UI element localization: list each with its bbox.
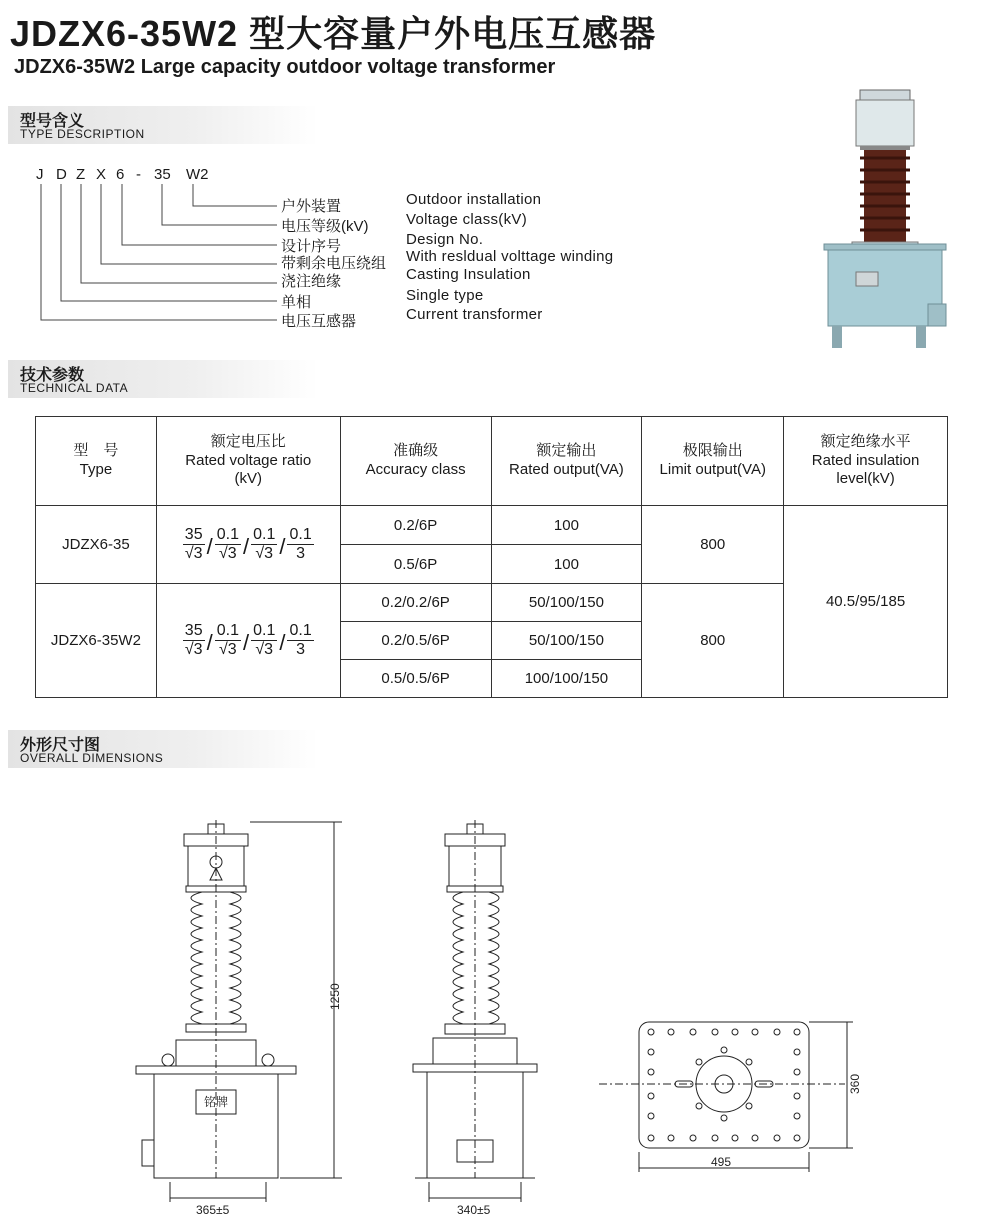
legend-cn: 设计序号 <box>281 238 342 255</box>
accuracy-cell: 0.2/0.2/6P <box>340 584 491 622</box>
ratio-fraction: 0.1 √3 <box>253 622 276 658</box>
output-cell: 100 <box>491 545 642 584</box>
page-title: JDZX6-35W2 型大容量户外电压互感器 <box>10 13 657 54</box>
ratio-fraction: 0.1 √3 <box>216 526 239 562</box>
legend-en: Outdoor installation <box>406 191 542 208</box>
limit-cell: 800 <box>642 584 784 698</box>
accuracy-cell: 0.2/6P <box>340 506 491 545</box>
ratio-fraction: 35 √3 <box>184 526 203 562</box>
legend-en: With resldual volttage winding <box>406 248 614 265</box>
table-header-row <box>36 417 948 506</box>
output-cell: 100/100/150 <box>491 660 642 698</box>
side-view-drawing <box>405 810 555 1220</box>
type-code-letter: J <box>36 166 44 183</box>
type-code-letter: - <box>136 166 141 183</box>
type-code-letter: D <box>56 166 67 183</box>
front-view-drawing <box>120 810 360 1220</box>
legend-en: Design No. <box>406 231 484 248</box>
legend-cn: 电压等级(kV) <box>281 218 369 235</box>
type-code-letter: 6 <box>116 166 125 183</box>
header-rated-output: 额定输出 Rated output(VA) <box>491 417 642 506</box>
ratio-fraction: 0.1 3 <box>289 622 312 658</box>
base-height-dimension: 360 <box>848 1073 862 1094</box>
type-code-letter: Z <box>76 166 86 183</box>
product-photo <box>820 86 950 356</box>
output-cell: 50/100/150 <box>491 584 642 622</box>
insulation-cell: 40.5/95/185 <box>784 506 948 698</box>
legend-cn: 电压互感器 <box>281 313 357 330</box>
accuracy-cell: 0.2/0.5/6P <box>340 622 491 660</box>
dimensions-heading: 外形尺寸图 OVERALL DIMENSIONS <box>8 730 318 768</box>
table-row <box>36 506 948 545</box>
base-width-dimension: 495 <box>711 1155 732 1169</box>
limit-cell: 800 <box>642 506 784 584</box>
side-width-dimension: 340±5 <box>457 1203 491 1217</box>
base-plan-drawing <box>595 1010 865 1180</box>
type-description-heading: 型号含义 TYPE DESCRIPTION <box>8 106 318 144</box>
legend-cn: 带剩余电压绕组 <box>281 255 387 272</box>
legend-en: Current transformer <box>406 306 543 323</box>
legend-cn: 单相 <box>281 294 312 311</box>
type-code-letter: 35 <box>154 166 171 183</box>
output-cell: 50/100/150 <box>491 622 642 660</box>
header-accuracy: 准确级 Accuracy class <box>340 417 491 506</box>
accuracy-cell: 0.5/6P <box>340 545 491 584</box>
header-limit-output: 极限输出 Limit output(VA) <box>642 417 784 506</box>
header-type: 型 号 Type <box>36 417 157 506</box>
output-cell: 100 <box>491 506 642 545</box>
type-cell: JDZX6-35W2 <box>36 584 157 698</box>
ratio-fraction: 0.1 √3 <box>253 526 276 562</box>
technical-data-table <box>35 416 948 698</box>
ratio-fraction: 0.1 3 <box>289 526 312 562</box>
accuracy-cell: 0.5/0.5/6P <box>340 660 491 698</box>
type-code-letter: X <box>96 166 107 183</box>
legend-en: Casting Insulation <box>406 266 531 283</box>
nameplate-label: 铭牌 <box>204 1095 229 1109</box>
header-insulation: 额定绝缘水平 Rated insulation level(kV) <box>784 417 948 506</box>
ratio-cell: 35 √3 / 0.1 √3 / 0.1 √3 / 0.1 3 <box>156 506 340 584</box>
ratio-cell: 35 √3 / 0.1 √3 / 0.1 √3 / 0.1 3 <box>156 584 340 698</box>
front-width-dimension: 365±5 <box>196 1203 230 1217</box>
type-code-letter: W2 <box>186 166 209 183</box>
legend-cn: 户外装置 <box>281 198 342 215</box>
legend-en: Single type <box>406 287 484 304</box>
legend-cn: 浇注绝缘 <box>281 273 342 290</box>
type-cell: JDZX6-35 <box>36 506 157 584</box>
header-ratio: 额定电压比 Rated voltage ratio (kV) <box>156 417 340 506</box>
technical-data-heading: 技术参数 TECHNICAL DATA <box>8 360 318 398</box>
legend-en: Voltage class(kV) <box>406 211 527 228</box>
ratio-fraction: 0.1 √3 <box>216 622 239 658</box>
ratio-fraction: 35 √3 <box>184 622 203 658</box>
page-subtitle: JDZX6-35W2 Large capacity outdoor voltage transformer <box>14 56 556 78</box>
height-dimension: 1250 <box>328 983 342 1010</box>
